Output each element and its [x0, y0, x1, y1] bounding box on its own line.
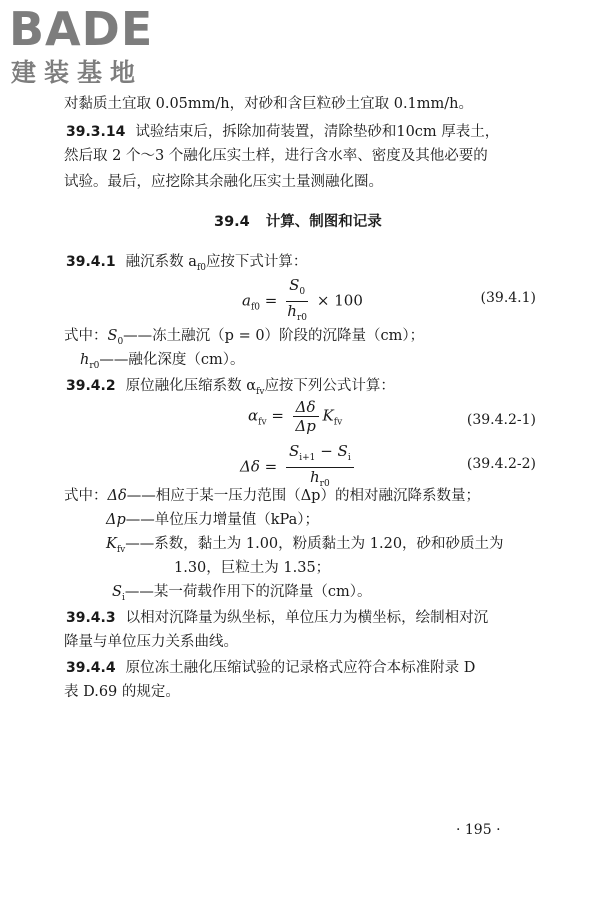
- page-number: · 195 ·: [456, 822, 501, 838]
- clause-text: 原位融化压缩系数 α: [125, 378, 257, 394]
- fraction: [286, 276, 308, 327]
- where-symbol: h: [80, 352, 90, 368]
- logo-subtitle: 建装基地: [11, 58, 144, 87]
- subscript: 0: [299, 287, 306, 297]
- eq-symbol: α: [248, 406, 259, 425]
- clause-text: 试验结束后，拆除加荷装置，清除垫砂和10cm 厚表土，: [135, 124, 500, 140]
- logo: [9, 4, 179, 90]
- eq-numerator-part: − S: [315, 442, 348, 460]
- clause-39-3-14-line-2: 然后取 2 个～3 个融化压实土样，进行含水率、密度及其他必要的: [64, 148, 488, 164]
- fraction: [293, 398, 319, 435]
- clause-39-4-3-line-2: 降量与单位压力关系曲线。: [64, 634, 238, 650]
- clause-39-4-4-line-2: 表 D.69 的规定。: [64, 684, 180, 700]
- subscript: i: [347, 453, 351, 463]
- where-symbol: S: [107, 328, 118, 344]
- eq-tail: × 100: [316, 291, 363, 310]
- where-line-2: [80, 350, 245, 376]
- subscript: 0: [117, 336, 124, 347]
- where-line-1: [64, 326, 424, 352]
- clause-number: 39.4.3: [66, 610, 116, 626]
- where-line-3: [64, 486, 480, 506]
- subscript: fv: [333, 417, 343, 428]
- subscript: f0: [196, 262, 206, 273]
- clause-text: 以相对沉降量为纵坐标，单位压力为横坐标，绘制相对沉: [125, 610, 489, 626]
- equation-number: (39.4.2-1): [466, 412, 536, 428]
- eq-numerator: S: [289, 276, 300, 294]
- clause-text: 原位冻土融化压缩试验的记录格式应符合本标准附录 D: [125, 660, 476, 676]
- logo-text: BADE: [9, 2, 154, 56]
- clause-39-4-3-line-1: [66, 608, 488, 628]
- where-description: ——某一荷载作用下的沉降量（cm）。: [124, 584, 372, 600]
- where-symbol: Δδ: [107, 488, 127, 504]
- clause-39-4-4-line-1: [66, 658, 475, 678]
- where-description: ——融化深度（cm）。: [99, 352, 245, 368]
- section-heading: [214, 212, 382, 232]
- eq-symbol: K: [322, 406, 334, 425]
- where-line-5: [106, 534, 504, 560]
- equation-number: (39.4.1): [480, 290, 536, 306]
- equation-number: (39.4.2-2): [466, 456, 536, 472]
- eq-symbol: a: [242, 291, 251, 310]
- where-description: ——系数，黏土为 1.00，粉质黏土为 1.20，砂和砂质土为: [125, 536, 504, 552]
- subscript: fv: [116, 544, 126, 555]
- paragraph-line: 对黏质土宜取 0.05mm/h，对砂和含巨粒砂土宜取 0.1mm/h。: [64, 96, 474, 112]
- where-line-4: [106, 510, 319, 530]
- eq-numerator: S: [288, 442, 300, 460]
- where-line-6: [112, 582, 371, 608]
- where-prefix: 式中：: [64, 328, 108, 344]
- subscript: fv: [258, 417, 267, 428]
- clause-number: 39.3.14: [66, 124, 126, 140]
- clause-number: 39.4.1: [66, 254, 116, 270]
- subscript: fv: [256, 386, 265, 397]
- section-title: 计算、制图和记录: [265, 214, 382, 230]
- subscript: r0: [89, 360, 100, 371]
- where-prefix: 式中：: [64, 488, 108, 504]
- clause-number: 39.4.4: [66, 660, 116, 676]
- where-description: ——相应于某一压力范围（Δp）的相对融沉降系数量；: [126, 488, 480, 504]
- where-symbol: S: [112, 584, 122, 600]
- clause-text-tail: 应按下式计算：: [205, 254, 308, 270]
- eq-symbol: Δδ: [240, 457, 260, 476]
- where-description: ——冻土融沉（p = 0）阶段的沉降量（cm）；: [123, 328, 425, 344]
- eq-denominator: Δp: [295, 417, 316, 435]
- clause-39-4-2: [66, 376, 395, 402]
- subscript: i+1: [299, 453, 316, 463]
- clause-39-3-14-line-1: [66, 122, 499, 142]
- section-number: 39.4: [214, 214, 250, 230]
- where-symbol: Δp: [106, 512, 126, 528]
- clause-text: 融沉系数 a: [125, 254, 197, 270]
- subscript: f0: [250, 302, 261, 313]
- clause-39-3-14-line-3: 试验。最后，应挖除其余融化压实土量测融化圈。: [64, 174, 383, 190]
- subscript: r0: [296, 313, 307, 323]
- clause-number: 39.4.2: [66, 378, 116, 394]
- clause-text-tail: 应按下列公式计算：: [264, 378, 395, 394]
- where-symbol: K: [106, 536, 117, 552]
- where-line-5-cont: 1.30，巨粒土为 1.35；: [174, 560, 331, 576]
- eq-numerator: Δδ: [295, 398, 316, 416]
- eq-denominator: h: [309, 468, 320, 486]
- subscript: i: [121, 592, 125, 603]
- eq-denominator: h: [287, 302, 297, 320]
- clause-39-4-1: [66, 252, 307, 278]
- equation-39-4-2-1: $\alpha_{fv}$ = $\frac{\Delta\delta}{\Delta p}$ $K_{fv}$: [248, 398, 343, 435]
- equation-39-4-2-2: Δδ = $\frac{S_{i+1} - S_i}{h_{r0}}$: [240, 442, 358, 493]
- subscript: r0: [319, 479, 330, 489]
- where-description: ——单位压力增量值（kPa）；: [125, 512, 320, 528]
- equation-39-4-1: $a_{f0}$ = $\frac{S_0}{h_{r0}}$ × 100: [242, 276, 363, 327]
